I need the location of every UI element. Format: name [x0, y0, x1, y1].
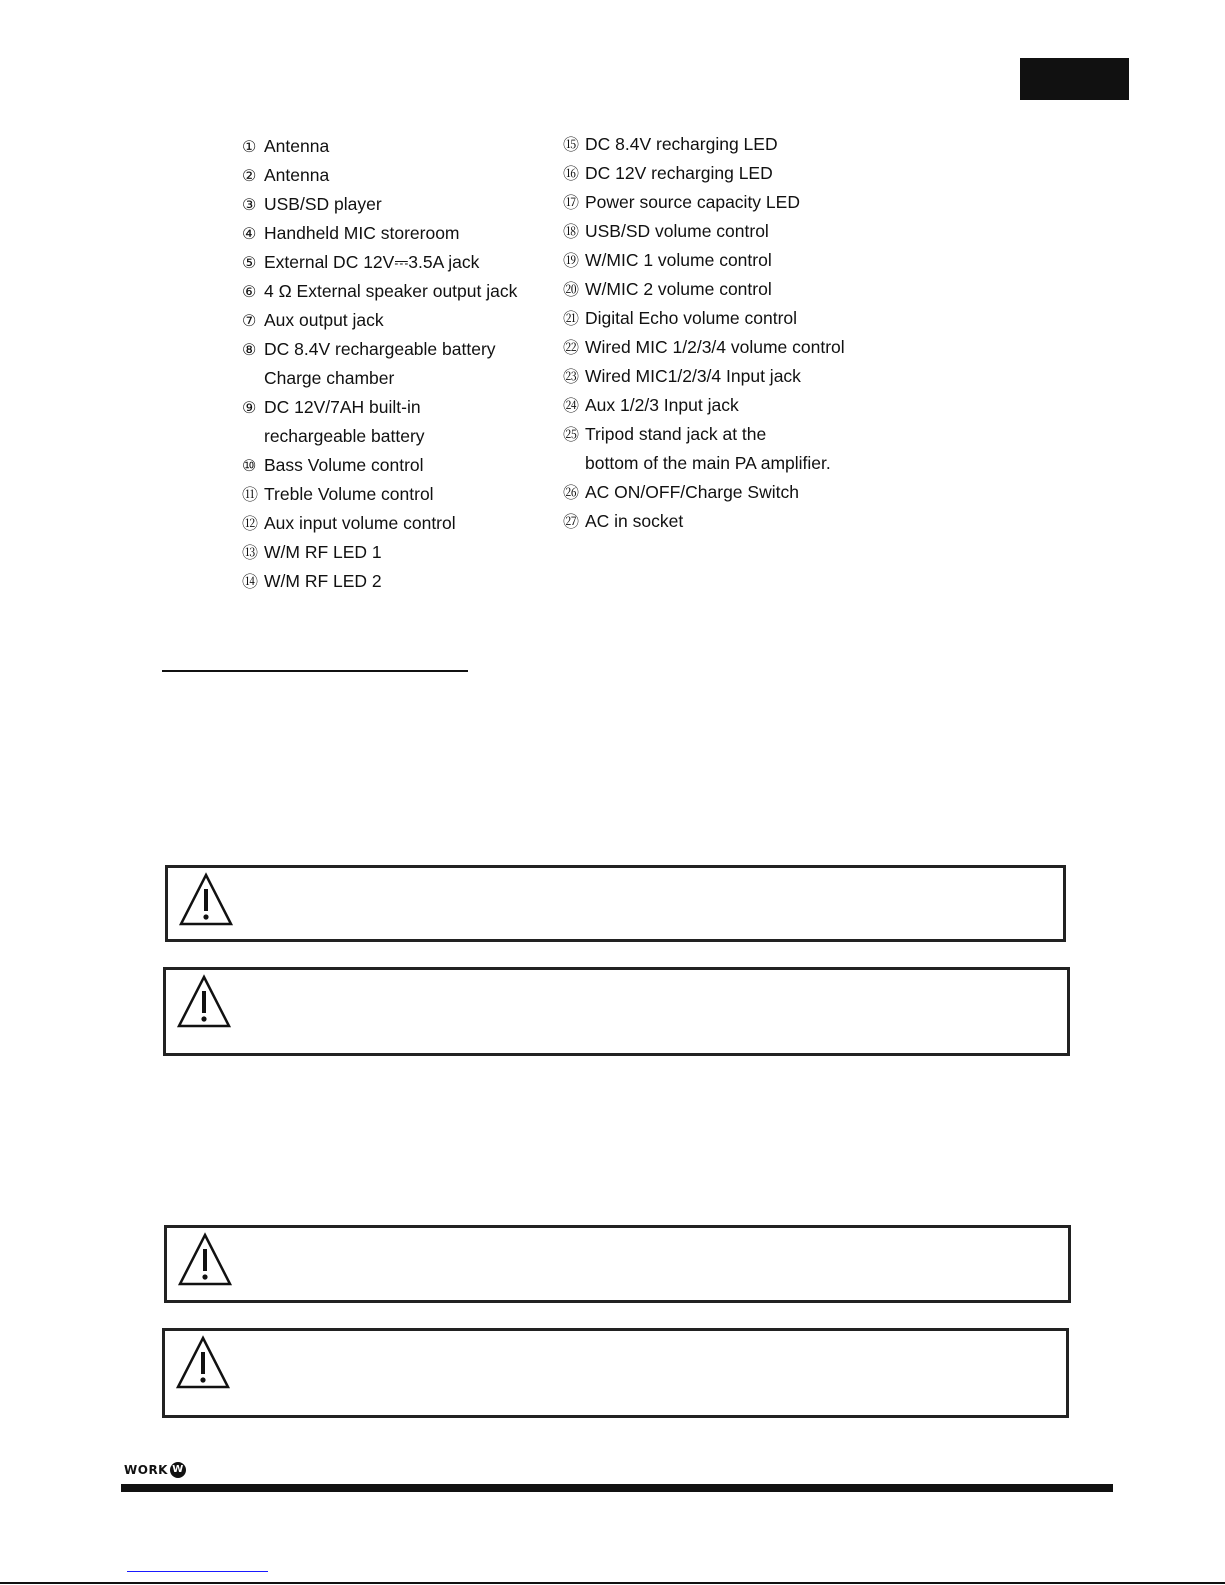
- item-label: W/M RF LED 2: [264, 571, 382, 591]
- item-label: AC ON/OFF/Charge Switch: [585, 482, 799, 502]
- list-item: [242, 219, 517, 248]
- logo-text: WORK: [124, 1463, 168, 1477]
- section-tab-marker: [1020, 58, 1129, 100]
- warning-icon: [176, 974, 232, 1030]
- warning-icon: [175, 1335, 231, 1391]
- warning-icon: [177, 1232, 233, 1288]
- list-item: [563, 217, 845, 246]
- item-label: Handheld MIC storeroom: [264, 223, 460, 243]
- list-item-continuation: [563, 449, 845, 478]
- item-number: ⑦: [242, 313, 257, 330]
- list-item: [563, 478, 845, 507]
- warning-box-2: [163, 967, 1070, 1056]
- list-item: [242, 538, 517, 567]
- item-number: ㉕: [563, 427, 580, 444]
- list-item: [563, 188, 845, 217]
- list-item: [563, 275, 845, 304]
- item-label: Aux input volume control: [264, 513, 456, 533]
- list-item: [563, 507, 845, 536]
- item-number: ⑪: [242, 487, 259, 504]
- list-item: [563, 391, 845, 420]
- list-item: [563, 362, 845, 391]
- item-number: ⑫: [242, 516, 259, 533]
- item-number: ㉓: [563, 369, 580, 386]
- list-item: [242, 132, 517, 161]
- list-item: [242, 161, 517, 190]
- item-number: ⑬: [242, 545, 259, 562]
- list-item: [242, 335, 517, 364]
- item-label: Power source capacity LED: [585, 192, 800, 212]
- item-label: W/MIC 1 volume control: [585, 250, 772, 270]
- item-label: DC 12V recharging LED: [585, 163, 773, 183]
- item-number: ⑲: [563, 253, 580, 270]
- item-number: ⑩: [242, 458, 257, 475]
- list-item: [563, 304, 845, 333]
- item-number: ㉗: [563, 514, 580, 531]
- item-label: bottom of the main PA amplifier.: [585, 453, 831, 473]
- list-item: [242, 480, 517, 509]
- item-label: Treble Volume control: [264, 484, 434, 504]
- item-number: ⑰: [563, 195, 580, 212]
- item-number: ⑳: [563, 282, 580, 299]
- list-item: [242, 277, 517, 306]
- brand-logo: [124, 1462, 186, 1478]
- list-item: [563, 130, 845, 159]
- item-label: Charge chamber: [264, 368, 395, 388]
- item-number: ㉔: [563, 398, 580, 415]
- item-number: ⑭: [242, 574, 259, 591]
- item-label: External DC 12V⎓3.5A jack: [264, 252, 480, 272]
- warning-box-4: [162, 1328, 1069, 1418]
- list-item-continuation: [242, 422, 517, 451]
- list-item: [242, 306, 517, 335]
- item-label: W/MIC 2 volume control: [585, 279, 772, 299]
- item-number: ⑱: [563, 224, 580, 241]
- item-number: ⑨: [242, 400, 257, 417]
- item-label: W/M RF LED 1: [264, 542, 382, 562]
- parts-list-right: [563, 130, 845, 536]
- list-item: [242, 190, 517, 219]
- list-item: [563, 420, 845, 449]
- list-item: [242, 248, 517, 277]
- item-label: Antenna: [264, 165, 330, 185]
- item-label: DC 8.4V recharging LED: [585, 134, 778, 154]
- list-item-continuation: [242, 364, 517, 393]
- item-label: DC 8.4V rechargeable battery: [264, 339, 496, 359]
- list-item: [242, 393, 517, 422]
- warning-box-1: [165, 865, 1066, 942]
- item-label: rechargeable battery: [264, 426, 425, 446]
- item-number: ④: [242, 226, 257, 243]
- footer-link[interactable]: [127, 1571, 268, 1572]
- parts-list-left: [242, 132, 517, 596]
- item-label: Aux output jack: [264, 310, 384, 330]
- item-label: 4 Ω External speaker output jack: [264, 281, 518, 301]
- list-item: [563, 159, 845, 188]
- item-label: DC 12V/7AH built-in: [264, 397, 421, 417]
- item-label: Digital Echo volume control: [585, 308, 798, 328]
- item-label: Wired MIC 1/2/3/4 volume control: [585, 337, 845, 357]
- list-item: [242, 451, 517, 480]
- item-label: Aux 1/2/3 Input jack: [585, 395, 739, 415]
- item-number: ⑤: [242, 255, 257, 272]
- item-number: ⑥: [242, 284, 257, 301]
- item-label: Antenna: [264, 136, 330, 156]
- item-number: ⑮: [563, 137, 580, 154]
- item-number: ㉒: [563, 340, 580, 357]
- item-number: ①: [242, 139, 257, 156]
- item-label: Bass Volume control: [264, 455, 424, 475]
- item-label: Wired MIC1/2/3/4 Input jack: [585, 366, 801, 386]
- item-label: USB/SD player: [264, 194, 382, 214]
- item-label: USB/SD volume control: [585, 221, 769, 241]
- list-item: [242, 509, 517, 538]
- footer-bar: [121, 1484, 1113, 1492]
- page-bottom-rule: [0, 1582, 1225, 1584]
- list-item: [242, 567, 517, 596]
- warning-icon: [178, 872, 234, 928]
- item-number: ⑧: [242, 342, 257, 359]
- item-number: ㉑: [563, 311, 580, 328]
- section-heading-underline: [162, 670, 468, 672]
- warning-box-3: [164, 1225, 1071, 1303]
- list-item: [563, 333, 845, 362]
- item-number: ②: [242, 168, 257, 185]
- item-number: ㉖: [563, 485, 580, 502]
- list-item: [563, 246, 845, 275]
- logo-mark-icon: W: [170, 1462, 186, 1478]
- item-number: ③: [242, 197, 257, 214]
- item-number: ⑯: [563, 166, 580, 183]
- item-label: Tripod stand jack at the: [585, 424, 767, 444]
- item-label: AC in socket: [585, 511, 684, 531]
